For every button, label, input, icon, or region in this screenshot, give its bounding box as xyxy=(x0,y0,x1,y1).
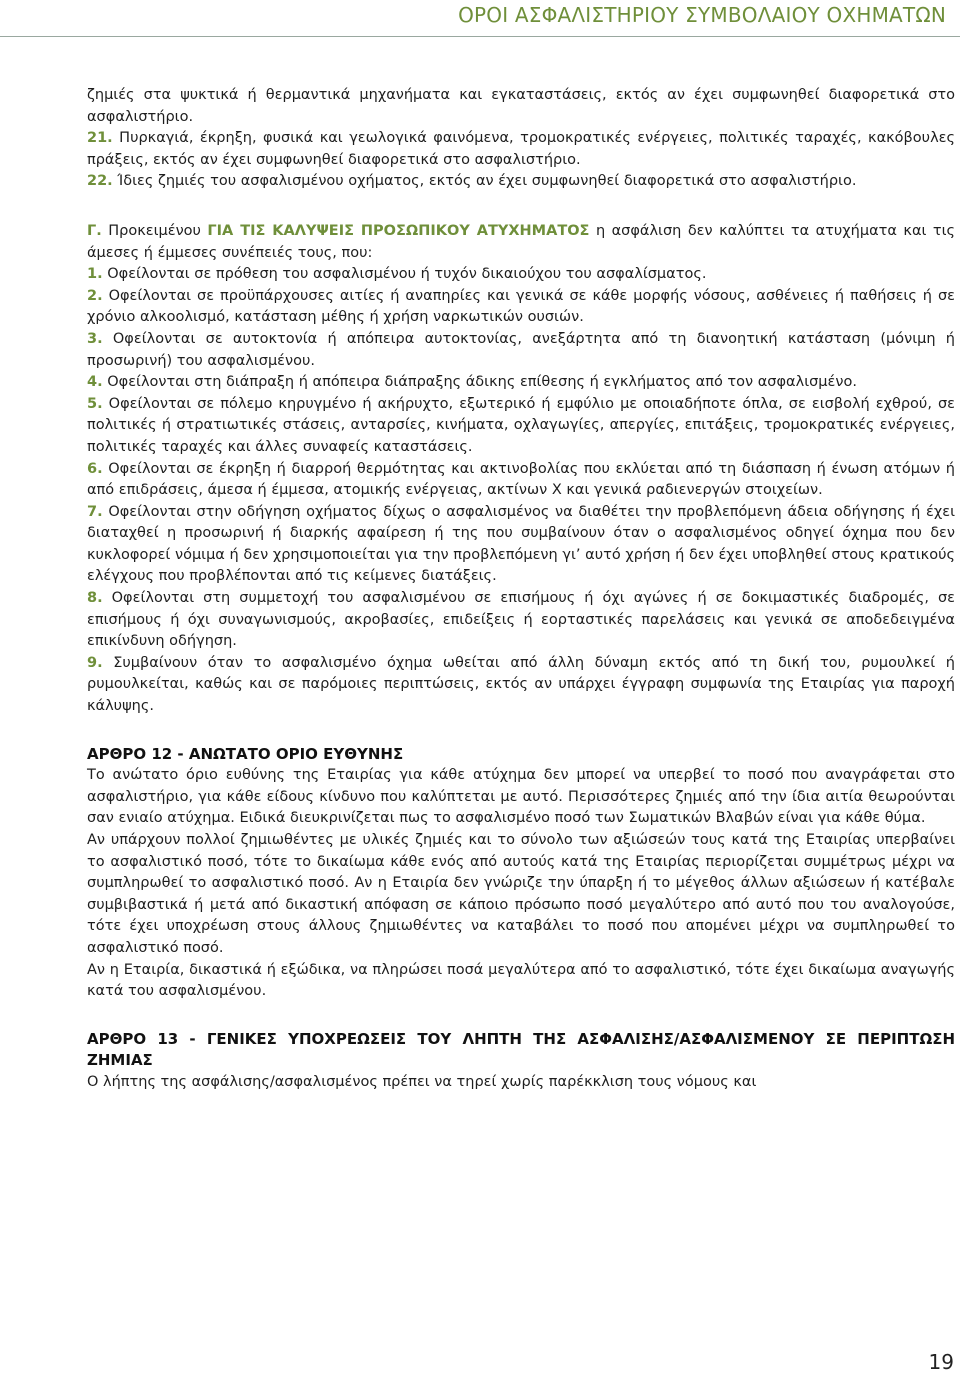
list-item xyxy=(87,286,955,329)
intro-before: Προκειμένου xyxy=(108,222,201,239)
article-12-paragraph: Το ανώτατο όριο ευθύνης της Εταιρίας για κάθε ατύχημα δεν μπορεί να υπερβεί το ποσό που αναγράφεται στο ασφαλιστήριο, για κάθε είδους κίνδυνο που καλύπτεται με αυτό. Περισσότερες ζημιές από την ίδια αιτία θεωρούνται σαν ενιαίο ατύχημα. Ειδικά διευκρινίζεται πως το ασφαλισμένο ποσό των Σωματικών Βλαβών είναι για κάθε θύμα. xyxy=(87,767,955,827)
item-text: Οφείλονται στη συμμετοχή του ασφαλισμένου σε επισήμους ή όχι αγώνες ή σε δοκιμαστικές διαδρομές, σε επισήμους ή όχι συναγωνισμούς, ακροβασίες, επιδείξεις ή εορταστικές παρελάσεις και γενικά σε αποδεδειγμένα επικίνδυνη οδήγηση. xyxy=(87,590,955,650)
item-text: Οφείλονται σε πρόθεση του ασφαλισμένου ή τυχόν δικαιούχου του ασφαλίσματος. xyxy=(107,266,707,283)
item-number: 7. xyxy=(87,503,103,520)
page-header xyxy=(0,0,960,40)
page-number: 19 xyxy=(928,1350,954,1374)
item-text: Συμβαίνουν όταν το ασφαλισμένο όχημα ωθείται από άλλη δύναμη εκτός από τη δική του, ρυμουλκεί ή ρυμουλκείται, καθώς και σε παρόμοιες περιπτώσεις, εκτός αν υπάρχει έγγραφη συμφωνία της Εταιρίας για παροχή κάλυψης. xyxy=(87,654,955,715)
item-text: Οφείλονται σε προϋπάρχουσες αιτίες ή αναπηρίες και γενικά σε κάθε μορφής νόσους, ασθένειες ή παθήσεις ή σε χρόνιο αλκοολισμό, κατάσταση μέθης ή χρήση ναρκωτικών ουσιών. xyxy=(87,287,955,326)
item-number: 6. xyxy=(87,460,103,477)
article-12-heading: ΑΡΘΡΟ 12 - ΑΝΩΤΑΤΟ ΟΡΙΟ ΕΥΘΥΝΗΣ xyxy=(87,744,404,763)
section-g-intro xyxy=(87,221,955,264)
spacer xyxy=(87,718,955,744)
item-text: Πυρκαγιά, έκρηξη, φυσικά και γεωλογικά φαινόμενα, τρομοκρατικές ενέργειες, πολιτικές ταραχές, κακόβουλες πράξεις, εκτός αν έχει συμφωνηθεί διαφορετικά στο ασφαλιστήριο. xyxy=(87,130,955,168)
item-text: Οφείλονται σε έκρηξη ή διαρροή θερμότητας και ακτινοβολίας που εκλύεται από τη διάσπαση ή ένωση ατόμων ή από επιδράσεις, άμεσα ή έμμεσα, ατομικής ενέργειας, ακτίνων Χ και γενικά ραδιενεργών στοιχείων. xyxy=(87,460,955,499)
spacer xyxy=(87,1003,955,1029)
item-number: 9. xyxy=(87,654,103,671)
list-item xyxy=(87,653,955,718)
article-13-heading: ΑΡΘΡΟ 13 - ΓΕΝΙΚΕΣ ΥΠΟΧΡΕΩΣΕΙΣ ΤΟΥ ΛΗΠΤΗ ΤΗΣ ΑΣΦΑΛΙΣΗΣ/ΑΣΦΑΛΙΣΜΕΝΟΥ ΣΕ ΠΕΡΙΠΤΩΣΗ ΖΗΜΙΑΣ xyxy=(87,1029,955,1070)
intro-after: η ασφάλιση δεν καλύπτει τα ατυχήματα και τις άμεσες ή έμμεσες συνέπειές τους, που: xyxy=(87,222,956,261)
item-text: Οφείλονται στη διάπραξη ή απόπειρα διάπραξης άδικης επίθεσης ή εγκλήματος από τον ασφαλισμένο. xyxy=(107,374,857,391)
item-number: 1. xyxy=(87,266,103,283)
list-item xyxy=(87,394,955,459)
article-13-paragraph: Ο λήπτης της ασφάλισης/ασφαλισμένος πρέπει να τηρεί χωρίς παρέκκλιση τους νόμους και xyxy=(87,1073,757,1090)
list-item xyxy=(87,264,955,286)
document-title: ΟΡΟΙ ΑΣΦΑΛΙΣΤΗΡΙΟΥ ΣΥΜΒΟΛΑΙΟΥ ΟΧΗΜΑΤΩΝ xyxy=(458,3,946,27)
item-number: 8. xyxy=(87,590,103,607)
item-text: Οφείλονται σε αυτοκτονία ή απόπειρα αυτοκτονίας, ανεξάρτητα από τη διανοητική κατάσταση (μόνιμη ή προσωρινή) του ασφαλισμένου. xyxy=(87,330,955,369)
header-divider xyxy=(0,36,960,37)
document-body xyxy=(87,85,955,1094)
item-number: 2. xyxy=(87,287,103,304)
list-item xyxy=(87,128,955,171)
item-number: 5. xyxy=(87,395,103,412)
list-item xyxy=(87,329,955,372)
list-item xyxy=(87,459,955,502)
item-number: 21. xyxy=(87,130,113,147)
list-item xyxy=(87,171,955,193)
article-12-paragraph: Αν υπάρχουν πολλοί ζημιωθέντες με υλικές ζημιές και το σύνολο των αξιώσεών τους κατά της Εταιρίας υπερβαίνει το ασφαλιστικό ποσό, τότε το δικαίωμα κάθε ενός από αυτούς κατά της Εταιρίας περιορίζεται συμμέτρως μέχρι να συμπληρωθεί το ασφαλιστικό ποσό. Αν η Εταιρία δεν γνώριζε την ύπαρξη ή το μέγεθος άλλων αξιώσεων ή κατέβαλε συμβιβαστικά ή μετά από δικαστική απόφαση σε κάποιο πρόσωπο ποσό μεγαλύτερο από αυτό που του αναλογούσε, τότε έχει υποχρέωση στους άλλους ζημιωθέντες να καταβάλει το ποσό που απομένει μέχρι να συμπληρωθεί το ασφαλιστικό ποσό. xyxy=(87,832,955,956)
list-item xyxy=(87,588,955,653)
list-item xyxy=(87,502,955,588)
article-12-paragraph: Αν η Εταιρία, δικαστικά ή εξώδικα, να πληρώσει ποσά μεγαλύτερα από το ασφαλιστικό, τότε έχει δικαίωμα αναγωγής κατά του ασφαλισμένου. xyxy=(87,961,955,1000)
list-item xyxy=(87,372,955,394)
item-text: Οφείλονται σε πόλεμο κηρυγμένο ή ακήρυχτο, εξωτερικό ή εμφύλιο με οποιαδήποτε όπλα, σε εισβολή εχθρού, σε πολιτικές ή στρατιωτικές στάσεις, ανταρσίες, κινήματα, οχλαγωγίες, απεργίες, επιτάξεις, τρομοκρατικές ενέργειες, πολιτικές ταραχές και άλλες συναφείς καταστάσεις. xyxy=(87,395,956,455)
spacer xyxy=(87,193,955,221)
item-number: 22. xyxy=(87,173,113,190)
section-label: Γ. xyxy=(87,222,102,239)
item-number: 4. xyxy=(87,374,103,391)
item-text: Οφείλονται στην οδήγηση οχήματος δίχως ο ασφαλισμένος να διαθέτει την προβλεπόμενη άδεια οδήγησης ή έχει διαταχθεί η προσωρινή ή διαρκής αφαίρεση ή της που συμβαίνουν όταν ο ασφαλισμένος οδηγεί όχημα που δεν κυκλοφορεί νόμιμα ή δεν χρησιμοποιείται για την προβλεπόμενη γι’ αυτό χρήση ή δεν έχει υποβληθεί στους κρατικούς ελέγχους που προβλέπονται από τις κείμενες διατάξεις. xyxy=(87,503,955,585)
item-number: 3. xyxy=(87,330,103,347)
continuation-text: ζημιές στα ψυκτικά ή θερμαντικά μηχανήματα και εγκαταστάσεις, εκτός αν έχει συμφωνηθεί διαφορετικά στο ασφαλιστήριο. xyxy=(87,87,955,125)
item-text: Ίδιες ζημιές του ασφαλισμένου οχήματος, εκτός αν έχει συμφωνηθεί διαφορετικά στο ασφαλιστήριο. xyxy=(117,173,857,190)
coverage-title: ΓΙΑ ΤΙΣ ΚΑΛΥΨΕΙΣ ΠΡΟΣΩΠΙΚΟΥ ΑΤΥΧΗΜΑΤΟΣ xyxy=(207,222,590,239)
